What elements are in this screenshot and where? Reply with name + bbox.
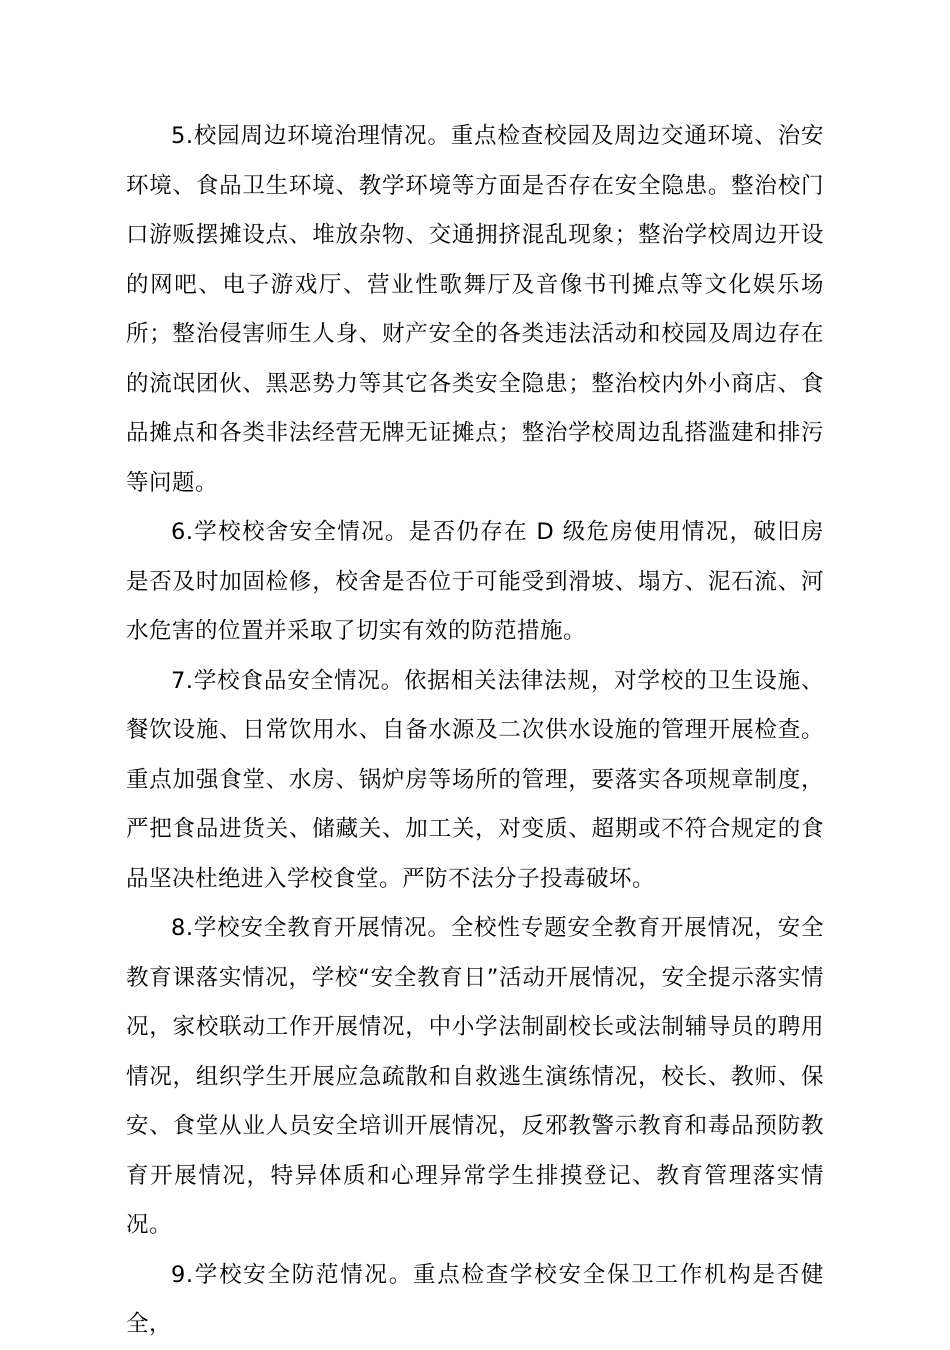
paragraph-school-buildings: 6.学校校舍安全情况。是否仍存在 D 级危房使用情况，破旧房是否及时加固检修，校舍是否位于可能受到滑坡、塌方、泥石流、河水危害的位置并采取了切实有效的防范措施。 [126, 519, 824, 644]
paragraph-campus-surroundings: 5.校园周边环境治理情况。重点检查校园及周边交通环境、治安环境、食品卫生环境、教学环境等方面是否存在安全隐患。整治校门口游贩摆摊设点、堆放杂物、交通拥挤混乱现象；整治学校周边开设的网吧、电子游戏厅、营业性歌舞厅及音像书刊摊点等文化娱乐场所；整治侵害师生人身、财产安全的各类违法活动和校园及周边存在的流氓团伙、黑恶势力等其它各类安全隐患；整治校内外小商店、食品摊点和各类非法经营无牌无证摊点；整治学校周边乱搭滥建和排污等问题。 [126, 123, 824, 496]
paragraph-safety-education: 8.学校安全教育开展情况。全校性专题安全教育开展情况，安全教育课落实情况，学校“安全教育日”活动开展情况，安全提示落实情况，家校联动工作开展情况，中小学法制副校长或法制辅导员的聘用情况，组织学生开展应急疏散和自救逃生演练情况，校长、教师、保安、食堂从业人员安全培训开展情况，反邪教警示教育和毒品预防教育开展情况，特异体质和心理异常学生排摸登记、教育管理落实情况。 [126, 915, 824, 1238]
paragraph-food-safety: 7.学校食品安全情况。依据相关法律法规，对学校的卫生设施、餐饮设施、日常饮用水、自备水源及二次供水设施的管理开展检查。重点加强食堂、水房、锅炉房等场所的管理，要落实各项规章制度，严把食品进货关、储藏关、加工关，对变质、超期或不符合规定的食品坚决杜绝进入学校食堂。严防不法分子投毒破坏。 [126, 667, 824, 892]
document-body [126, 112, 824, 1350]
paragraph-safety-prevention: 9.学校安全防范情况。重点检查学校安全保卫工作机构是否健全， [126, 1261, 824, 1337]
